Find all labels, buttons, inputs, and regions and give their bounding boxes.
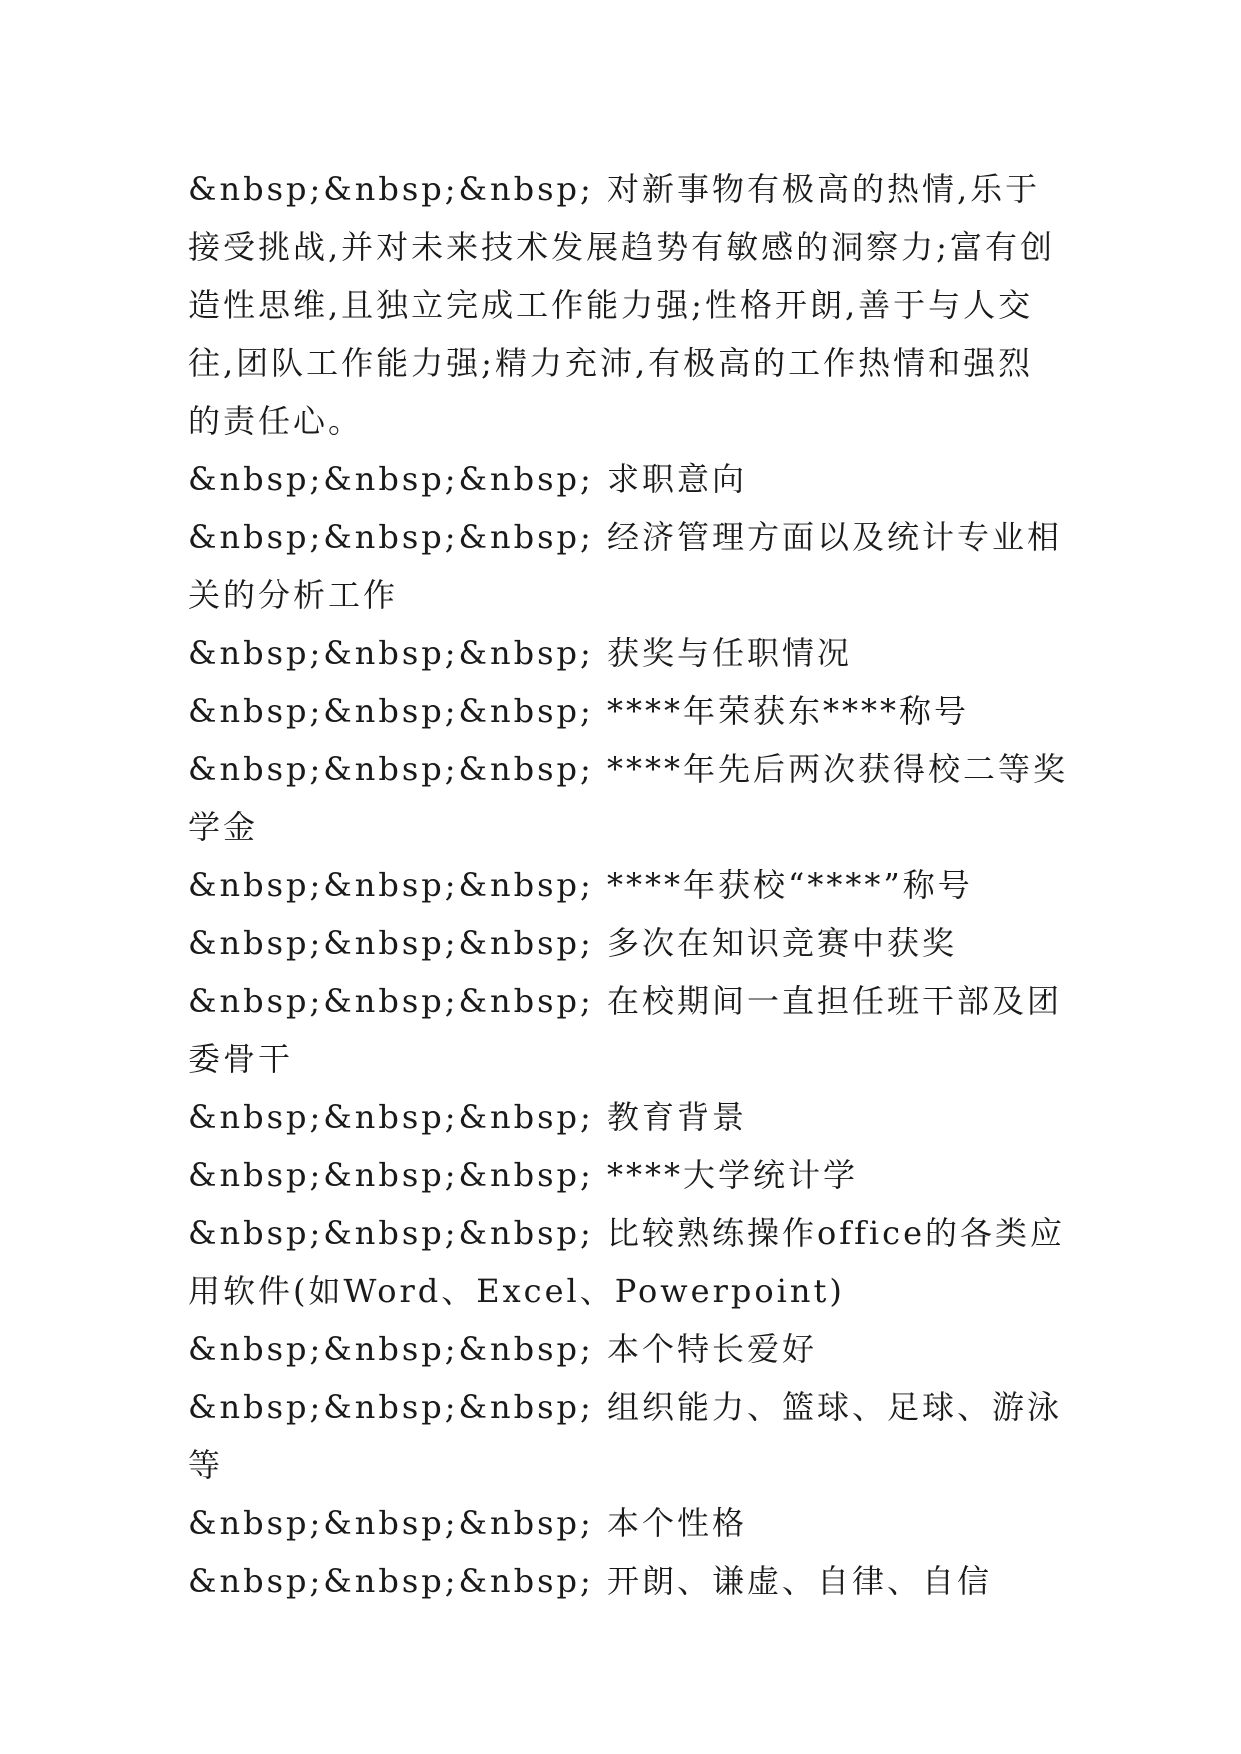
heading-education: &nbsp;&nbsp;&nbsp; 教育背景 <box>188 1098 747 1136</box>
skills-item: &nbsp;&nbsp;&nbsp; 比较熟练操作office的各类应用软件(如Word、Excel、Powerpoint) <box>188 1214 1066 1310</box>
paragraph-job-intention: &nbsp;&nbsp;&nbsp; 经济管理方面以及统计专业相关的分析工作 <box>188 518 1062 614</box>
hobbies-item: &nbsp;&nbsp;&nbsp; 组织能力、篮球、足球、游泳等 <box>188 1388 1062 1484</box>
document-body <box>188 160 1068 1610</box>
award-item: &nbsp;&nbsp;&nbsp; ****年先后两次获得校二等奖学金 <box>188 750 1068 846</box>
award-item: &nbsp;&nbsp;&nbsp; 多次在知识竞赛中获奖 <box>188 924 957 962</box>
heading-hobbies: &nbsp;&nbsp;&nbsp; 本个特长爱好 <box>188 1330 817 1368</box>
education-item: &nbsp;&nbsp;&nbsp; ****大学统计学 <box>188 1156 858 1194</box>
heading-personality: &nbsp;&nbsp;&nbsp; 本个性格 <box>188 1504 747 1542</box>
award-item: &nbsp;&nbsp;&nbsp; ****年获校“****”称号 <box>188 866 973 904</box>
heading-job-intention: &nbsp;&nbsp;&nbsp; 求职意向 <box>188 460 747 498</box>
award-item: &nbsp;&nbsp;&nbsp; ****年荣获东****称号 <box>188 692 969 730</box>
personality-item: &nbsp;&nbsp;&nbsp; 开朗、谦虚、自律、自信 <box>188 1562 992 1600</box>
paragraph-self-evaluation: &nbsp;&nbsp;&nbsp; 对新事物有极高的热情,乐于接受挑战,并对未来技术发展趋势有敏感的洞察力;富有创造性思维,且独立完成工作能力强;性格开朗,善于与人交往,团队工作能力强;精力充沛,有极高的工作热情和强烈的责任心。 <box>188 170 1055 440</box>
award-item: &nbsp;&nbsp;&nbsp; 在校期间一直担任班干部及团委骨干 <box>188 982 1062 1078</box>
heading-awards: &nbsp;&nbsp;&nbsp; 获奖与任职情况 <box>188 634 852 672</box>
